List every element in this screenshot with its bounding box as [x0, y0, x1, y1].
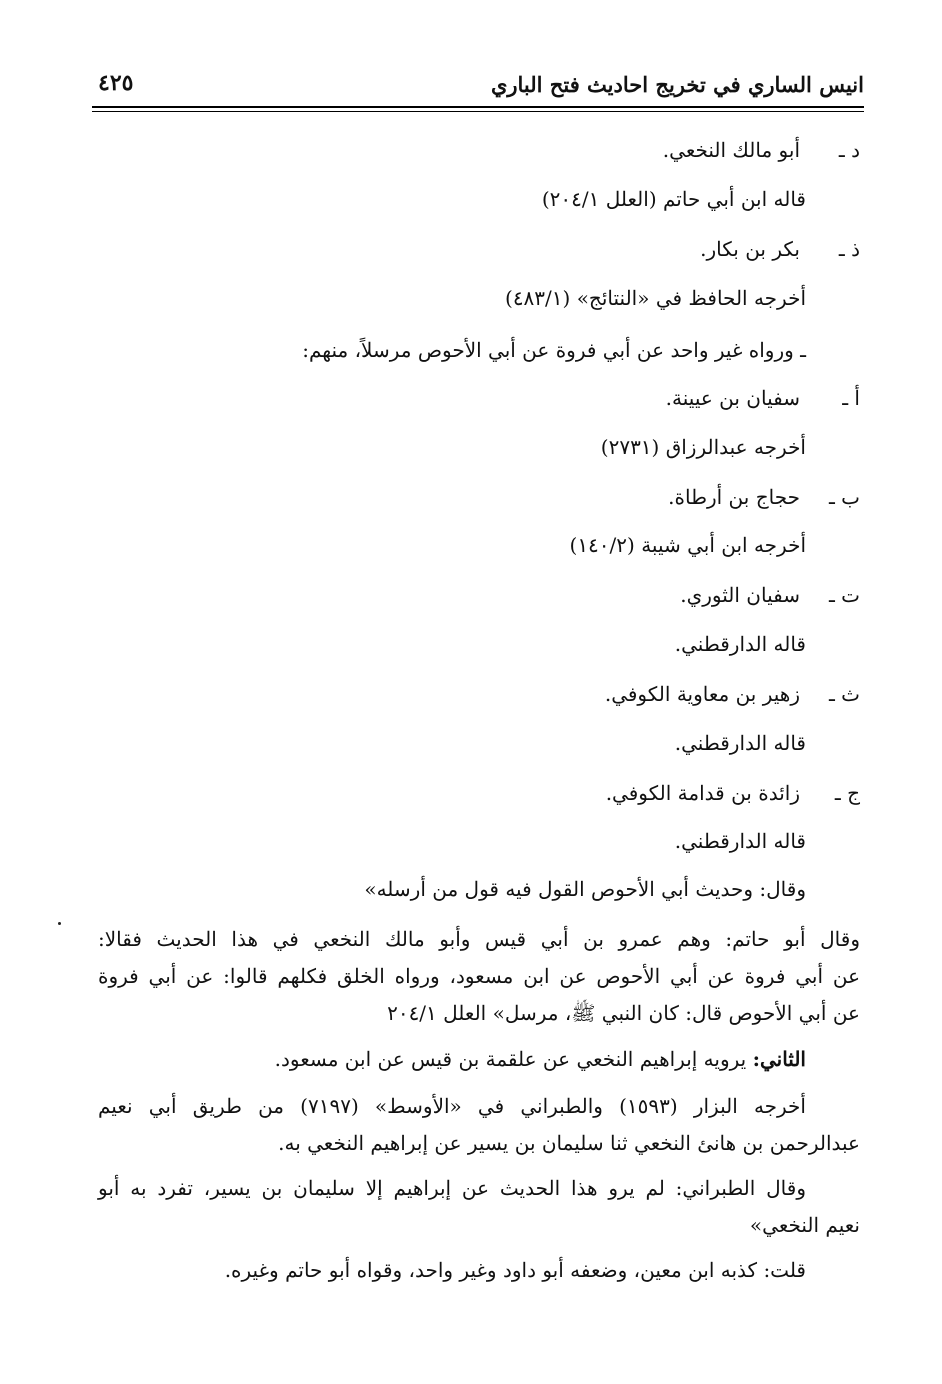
- header-rule-thick: [92, 106, 864, 108]
- entry-marker: أ ـ: [842, 386, 860, 410]
- entry-note: أخرجه الحافظ في «النتائج» (٤٨٣/١): [505, 286, 806, 310]
- second-text: يرويه إبراهيم النخعي عن علقمة بن قيس عن ابن مسعود.: [274, 1047, 747, 1071]
- entry-name: حجاج بن أرطاة.: [668, 485, 800, 509]
- takhrij-line-2: عبدالرحمن بن هانئ النخعي ثنا سليمان بن يسير عن إبراهيم النخعي به.: [278, 1131, 860, 1155]
- entry-name: سفيان بن عيينة.: [665, 386, 800, 410]
- takhrij-line-1: أخرجه البزار (١٥٩٣) والطبراني في «الأوسط» (٧١٩٧) من طريق أبي نعيم: [98, 1094, 806, 1118]
- abu-hatim-line-2: عن أبي فروة عن أبي الأحوص عن ابن مسعود، ورواه الخلق فكلهم قالوا: عن أبي فروة: [98, 964, 860, 988]
- author-note: قلت: كذبه ابن معين، وضعفه أبو داود وغير واحد، وقواه أبو حاتم وغيره.: [224, 1258, 806, 1282]
- entry-marker: ب ـ: [828, 485, 860, 509]
- tabarani-line-2: نعيم النخعي»: [749, 1213, 860, 1237]
- entry-marker: ج ـ: [834, 781, 860, 805]
- abu-hatim-line-3: عن أبي الأحوص قال: كان النبي ﷺ، مرسل» العلل ٢٠٤/١: [387, 1001, 860, 1025]
- entry-note: أخرجه عبدالرزاق (٢٧٣١): [600, 435, 806, 459]
- header-rule-thin: [92, 111, 864, 112]
- entry-note: قاله الدارقطني.: [674, 731, 806, 755]
- entry-note: أخرجه ابن أبي شيبة (١٤٠/٢): [569, 533, 806, 557]
- entry-name: بكر بن بكار.: [700, 237, 800, 261]
- page-number: ٤٢٥: [98, 70, 134, 96]
- entry-marker: د ـ: [838, 138, 860, 162]
- second-label: الثاني:: [752, 1047, 806, 1071]
- tabarani-line-1: وقال الطبراني: لم يرو هذا الحديث عن إبراهيم إلا سليمان بن يسير، تفرد به أبو: [98, 1176, 806, 1200]
- entry-name: أبو مالك النخعي.: [662, 138, 800, 162]
- scan-speck: [58, 922, 61, 925]
- mursal-intro: ـ ورواه غير واحد عن أبي فروة عن أبي الأحوص مرسلاً، منهم:: [302, 338, 806, 362]
- abu-hatim-line-1: وقال أبو حاتم: وهم عمرو بن أبي قيس وأبو مالك النخعي في هذا الحديث فقالا:: [98, 927, 860, 951]
- entry-name: زهير بن معاوية الكوفي.: [604, 682, 800, 706]
- entry-name: سفيان الثوري.: [680, 583, 800, 607]
- entry-note: قاله الدارقطني.: [674, 632, 806, 656]
- entry-marker: ذ ـ: [838, 237, 860, 261]
- entry-name: زائدة بن قدامة الكوفي.: [605, 781, 800, 805]
- entry-note: قاله ابن أبي حاتم (العلل ٢٠٤/١): [541, 187, 806, 211]
- entry-note: قاله الدارقطني.: [674, 829, 806, 853]
- running-title: انيس الساري في تخريج احاديث فتح الباري: [490, 72, 864, 97]
- second-route: [275, 1046, 806, 1072]
- entry-marker: ث ـ: [828, 682, 860, 706]
- page-header: [92, 62, 864, 114]
- daraqutni-quote: وقال: وحديث أبي الأحوص القول فيه قول من أرسله»: [364, 877, 806, 901]
- entry-marker: ت ـ: [828, 583, 860, 607]
